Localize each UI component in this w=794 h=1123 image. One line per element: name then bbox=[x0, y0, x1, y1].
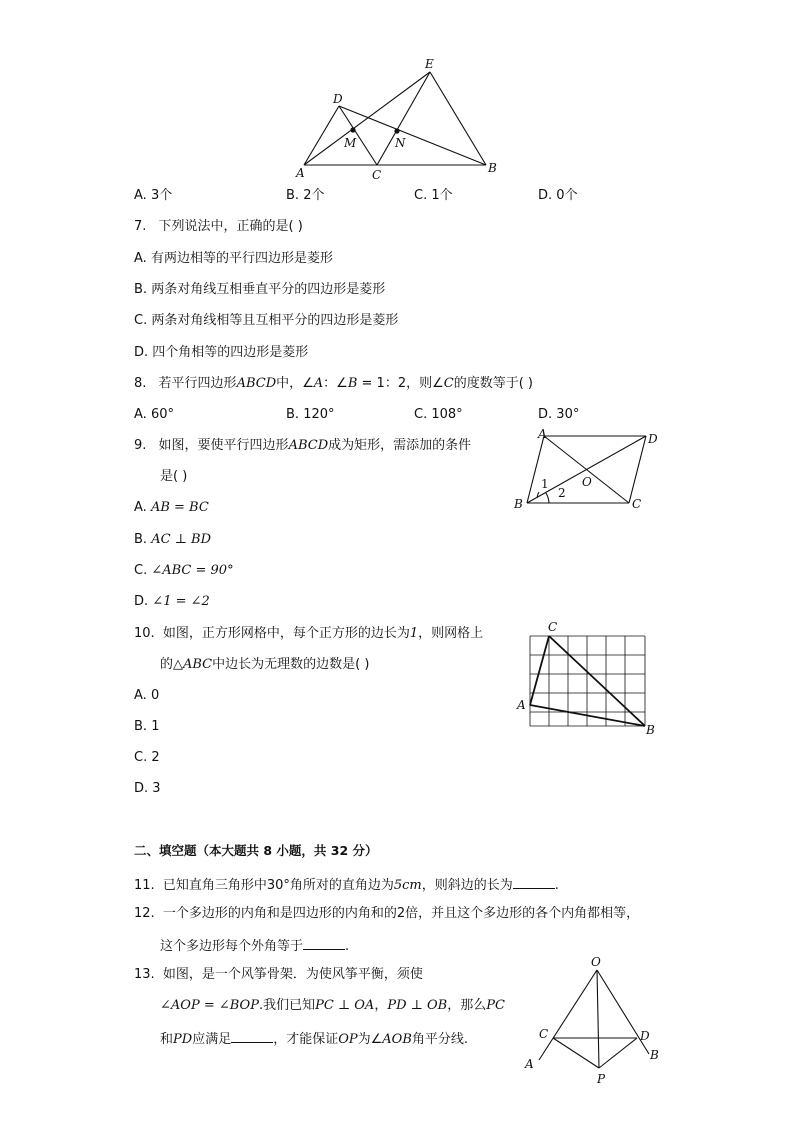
q6-option-b[interactable] bbox=[286, 188, 324, 204]
option-key: C. bbox=[134, 750, 148, 765]
question-text: 如图，正方形网格中，每个正方形的边长为 bbox=[162, 626, 410, 641]
option-text: 30° bbox=[556, 407, 580, 422]
option-text: AC ⊥ BD bbox=[151, 532, 212, 547]
label-C: C bbox=[632, 497, 642, 511]
option-key: B. bbox=[286, 188, 300, 203]
q12-line1 bbox=[134, 906, 639, 922]
question-text: . bbox=[345, 939, 350, 954]
question-number: 12. bbox=[134, 906, 155, 921]
option-key: C. bbox=[134, 313, 148, 328]
q10-stem-line2 bbox=[160, 657, 369, 673]
segment-AE bbox=[304, 72, 430, 165]
option-text: 60° bbox=[150, 407, 174, 422]
q9-option-d[interactable] bbox=[134, 594, 210, 610]
q8-option-c[interactable] bbox=[414, 407, 463, 423]
option-key: D. bbox=[538, 407, 553, 422]
math-text: ABCD bbox=[288, 438, 329, 453]
q7-option-c[interactable] bbox=[134, 313, 398, 329]
label-B: B bbox=[488, 161, 497, 175]
label-angle-2: 2 bbox=[558, 486, 566, 500]
label-A: A bbox=[517, 698, 526, 712]
segment-DP bbox=[599, 1038, 637, 1068]
q9-stem-line2: 是( ) bbox=[160, 469, 188, 484]
label-B: B bbox=[646, 723, 655, 737]
q10-option-c[interactable] bbox=[134, 750, 160, 766]
q6-diagram bbox=[292, 56, 502, 186]
q10-stem-line1 bbox=[134, 626, 483, 642]
option-text: 108° bbox=[431, 407, 463, 422]
option-text: 0个 bbox=[556, 188, 578, 203]
segment-CE bbox=[377, 72, 430, 165]
label-B: B bbox=[650, 1048, 659, 1062]
q8-option-a[interactable] bbox=[134, 407, 174, 423]
label-angle-1: 1 bbox=[541, 477, 549, 491]
q7-option-b[interactable] bbox=[134, 282, 385, 298]
label-M: M bbox=[344, 136, 357, 150]
question-number: 9. bbox=[134, 438, 147, 453]
q7-option-a[interactable] bbox=[134, 251, 333, 267]
option-key: B. bbox=[286, 407, 300, 422]
q13-figure bbox=[518, 956, 668, 1088]
math-text: C bbox=[443, 376, 454, 391]
question-text: 这个多边形每个外角等于 bbox=[160, 939, 304, 954]
option-text: AB = BC bbox=[150, 500, 209, 515]
math-text: PC bbox=[486, 998, 505, 1013]
q13-line1 bbox=[134, 967, 423, 983]
question-text: 和 bbox=[160, 1032, 174, 1047]
option-key: A. bbox=[134, 500, 147, 515]
question-text: 如图，要使平行四边形 bbox=[158, 438, 289, 453]
label-C: C bbox=[539, 1027, 549, 1041]
option-text: 四个角相等的四边形是菱形 bbox=[152, 345, 309, 360]
option-key: C. bbox=[134, 563, 148, 578]
side-CB bbox=[549, 636, 645, 726]
segment-OP bbox=[597, 970, 599, 1068]
question-text: ，那么 bbox=[447, 998, 487, 1013]
q6-option-d[interactable] bbox=[538, 188, 578, 204]
point-M bbox=[350, 127, 355, 132]
q12-line2 bbox=[160, 937, 349, 955]
q10-option-d[interactable] bbox=[134, 781, 161, 797]
option-key: A. bbox=[134, 188, 147, 203]
ray-OA bbox=[539, 970, 597, 1060]
question-text: ，则网格上 bbox=[418, 626, 484, 641]
q9-stem-line1 bbox=[134, 438, 471, 454]
math-text: ABCD bbox=[236, 376, 277, 391]
side-AB bbox=[530, 705, 645, 726]
segment-EB bbox=[430, 72, 486, 165]
math-text: PC ⊥ OA bbox=[315, 998, 375, 1013]
option-text: 有两边相等的平行四边形是菱形 bbox=[150, 251, 333, 266]
math-text: PD ⊥ OB bbox=[387, 998, 448, 1013]
question-text: ，则斜边的长为 bbox=[421, 878, 513, 893]
math-text: AOB bbox=[382, 1032, 412, 1047]
math-text: A bbox=[313, 376, 324, 391]
answer-blank[interactable] bbox=[231, 1030, 273, 1043]
question-number: 10. bbox=[134, 626, 155, 641]
question-text: 为∠ bbox=[357, 1032, 383, 1047]
section-heading: 二、填空题（本大题共 8 小题，共 32 分） bbox=[134, 843, 378, 858]
question-text: 成为矩形，需添加的条件 bbox=[328, 438, 472, 453]
q6-figure bbox=[292, 56, 502, 186]
math-text: 5cm bbox=[393, 878, 422, 893]
segment-AB bbox=[527, 436, 544, 503]
q13-line2 bbox=[160, 998, 505, 1014]
question-text: = 1：2，则∠ bbox=[357, 376, 444, 391]
q9-option-a[interactable] bbox=[134, 500, 209, 516]
q6-option-c[interactable] bbox=[414, 188, 453, 204]
question-text: 若平行四边形 bbox=[158, 376, 237, 391]
option-text: 2 bbox=[151, 750, 160, 765]
question-number: 7. bbox=[134, 219, 147, 234]
label-D: D bbox=[333, 92, 343, 106]
question-text: 一个多边形的内角和是四边形的内角和的2倍，并且这个多边形的各个内角都相等， bbox=[162, 906, 640, 921]
question-text: .我们已知 bbox=[258, 998, 316, 1013]
option-text: 1个 bbox=[431, 188, 453, 203]
square-grid bbox=[530, 636, 645, 726]
segment-CP bbox=[553, 1038, 599, 1068]
segment-DB bbox=[339, 106, 486, 165]
question-text: 的△ bbox=[160, 657, 183, 672]
question-text: 已知直角三角形中30°角所对的直角边为 bbox=[162, 878, 394, 893]
label-P: P bbox=[597, 1072, 606, 1086]
label-E: E bbox=[425, 57, 434, 71]
q8-option-d[interactable] bbox=[538, 407, 579, 423]
option-key: B. bbox=[134, 719, 148, 734]
option-text: 3 bbox=[152, 781, 161, 796]
q7-option-d[interactable] bbox=[134, 345, 308, 361]
question-number: 8. bbox=[134, 376, 147, 391]
option-text: 两条对角线互相垂直平分的四边形是菱形 bbox=[151, 282, 386, 297]
math-text: OP bbox=[338, 1032, 358, 1047]
question-text: 如图，是一个风筝骨架．为使风筝平衡，须使 bbox=[162, 967, 423, 982]
option-key: D. bbox=[134, 345, 149, 360]
answer-blank[interactable] bbox=[303, 937, 345, 950]
question-text: . bbox=[554, 878, 559, 893]
option-key: B. bbox=[134, 282, 148, 297]
label-C: C bbox=[372, 168, 382, 182]
option-key: A. bbox=[134, 251, 147, 266]
option-key: B. bbox=[134, 532, 148, 547]
q9-option-b[interactable] bbox=[134, 532, 211, 548]
math-text: ∠AOP = ∠BOP bbox=[160, 998, 259, 1013]
option-text: ∠1 = ∠2 bbox=[152, 594, 210, 609]
option-text: 两条对角线相等且互相平分的四边形是菱形 bbox=[151, 313, 399, 328]
q9-option-c[interactable] bbox=[134, 563, 234, 579]
label-D: D bbox=[648, 432, 658, 446]
option-key: D. bbox=[134, 781, 149, 796]
q7-stem bbox=[134, 219, 303, 235]
math-text: PD bbox=[173, 1032, 193, 1047]
label-B: B bbox=[514, 497, 523, 511]
option-key: C. bbox=[414, 407, 428, 422]
option-text: 2个 bbox=[303, 188, 325, 203]
angle-2-arc bbox=[546, 493, 549, 503]
q10-option-b[interactable] bbox=[134, 719, 159, 735]
option-key: A. bbox=[134, 407, 147, 422]
math-text: ABC bbox=[183, 657, 213, 672]
side-CA bbox=[530, 636, 549, 705]
option-key: C. bbox=[414, 188, 428, 203]
math-text: 1 bbox=[409, 626, 419, 641]
point-N bbox=[394, 128, 399, 133]
question-text: 应满足 bbox=[192, 1032, 232, 1047]
label-A: A bbox=[296, 166, 305, 180]
answer-blank[interactable] bbox=[513, 876, 555, 889]
q9-figure bbox=[510, 428, 670, 514]
segment-AD bbox=[304, 106, 339, 165]
segment-DC bbox=[629, 436, 646, 503]
label-A: A bbox=[525, 1057, 534, 1071]
q10-diagram bbox=[514, 620, 660, 738]
q11-stem bbox=[134, 876, 559, 894]
diagonal-BD bbox=[527, 436, 646, 503]
q8-stem bbox=[134, 376, 533, 392]
question-text: ，才能保证 bbox=[273, 1032, 339, 1047]
option-key: D. bbox=[134, 594, 149, 609]
question-text: 角平分线. bbox=[411, 1032, 469, 1047]
option-text: ∠ABC = 90° bbox=[151, 563, 234, 578]
label-A: A bbox=[538, 428, 547, 441]
question-text: 的度数等于( ) bbox=[453, 376, 533, 391]
q10-figure bbox=[514, 620, 660, 738]
question-number: 13. bbox=[134, 967, 155, 982]
question-text: 中边长为无理数的边数是( ) bbox=[212, 657, 370, 672]
option-text: 3个 bbox=[150, 188, 173, 203]
option-key: A. bbox=[134, 688, 147, 703]
label-D: D bbox=[640, 1029, 650, 1043]
q13-diagram bbox=[518, 956, 668, 1088]
q9-diagram bbox=[510, 428, 670, 514]
question-text: ， bbox=[374, 998, 388, 1013]
label-N: N bbox=[395, 136, 406, 150]
option-text: 0 bbox=[150, 688, 160, 703]
q6-option-a[interactable] bbox=[134, 188, 172, 204]
triangle-ABC bbox=[530, 636, 645, 726]
q8-option-b[interactable] bbox=[286, 407, 335, 423]
option-key: D. bbox=[538, 188, 553, 203]
option-text: 120° bbox=[303, 407, 335, 422]
label-O: O bbox=[591, 956, 601, 969]
label-O: O bbox=[582, 475, 592, 489]
q10-option-a[interactable] bbox=[134, 688, 159, 704]
option-text: 1 bbox=[151, 719, 160, 734]
label-C: C bbox=[548, 620, 558, 634]
question-text: ：∠ bbox=[323, 376, 348, 391]
question-text: 中，∠ bbox=[276, 376, 314, 391]
question-number: 11. bbox=[134, 878, 155, 893]
math-text: B bbox=[347, 376, 358, 391]
q13-line3 bbox=[160, 1030, 468, 1048]
question-text: 下列说法中，正确的是( ) bbox=[158, 219, 303, 234]
